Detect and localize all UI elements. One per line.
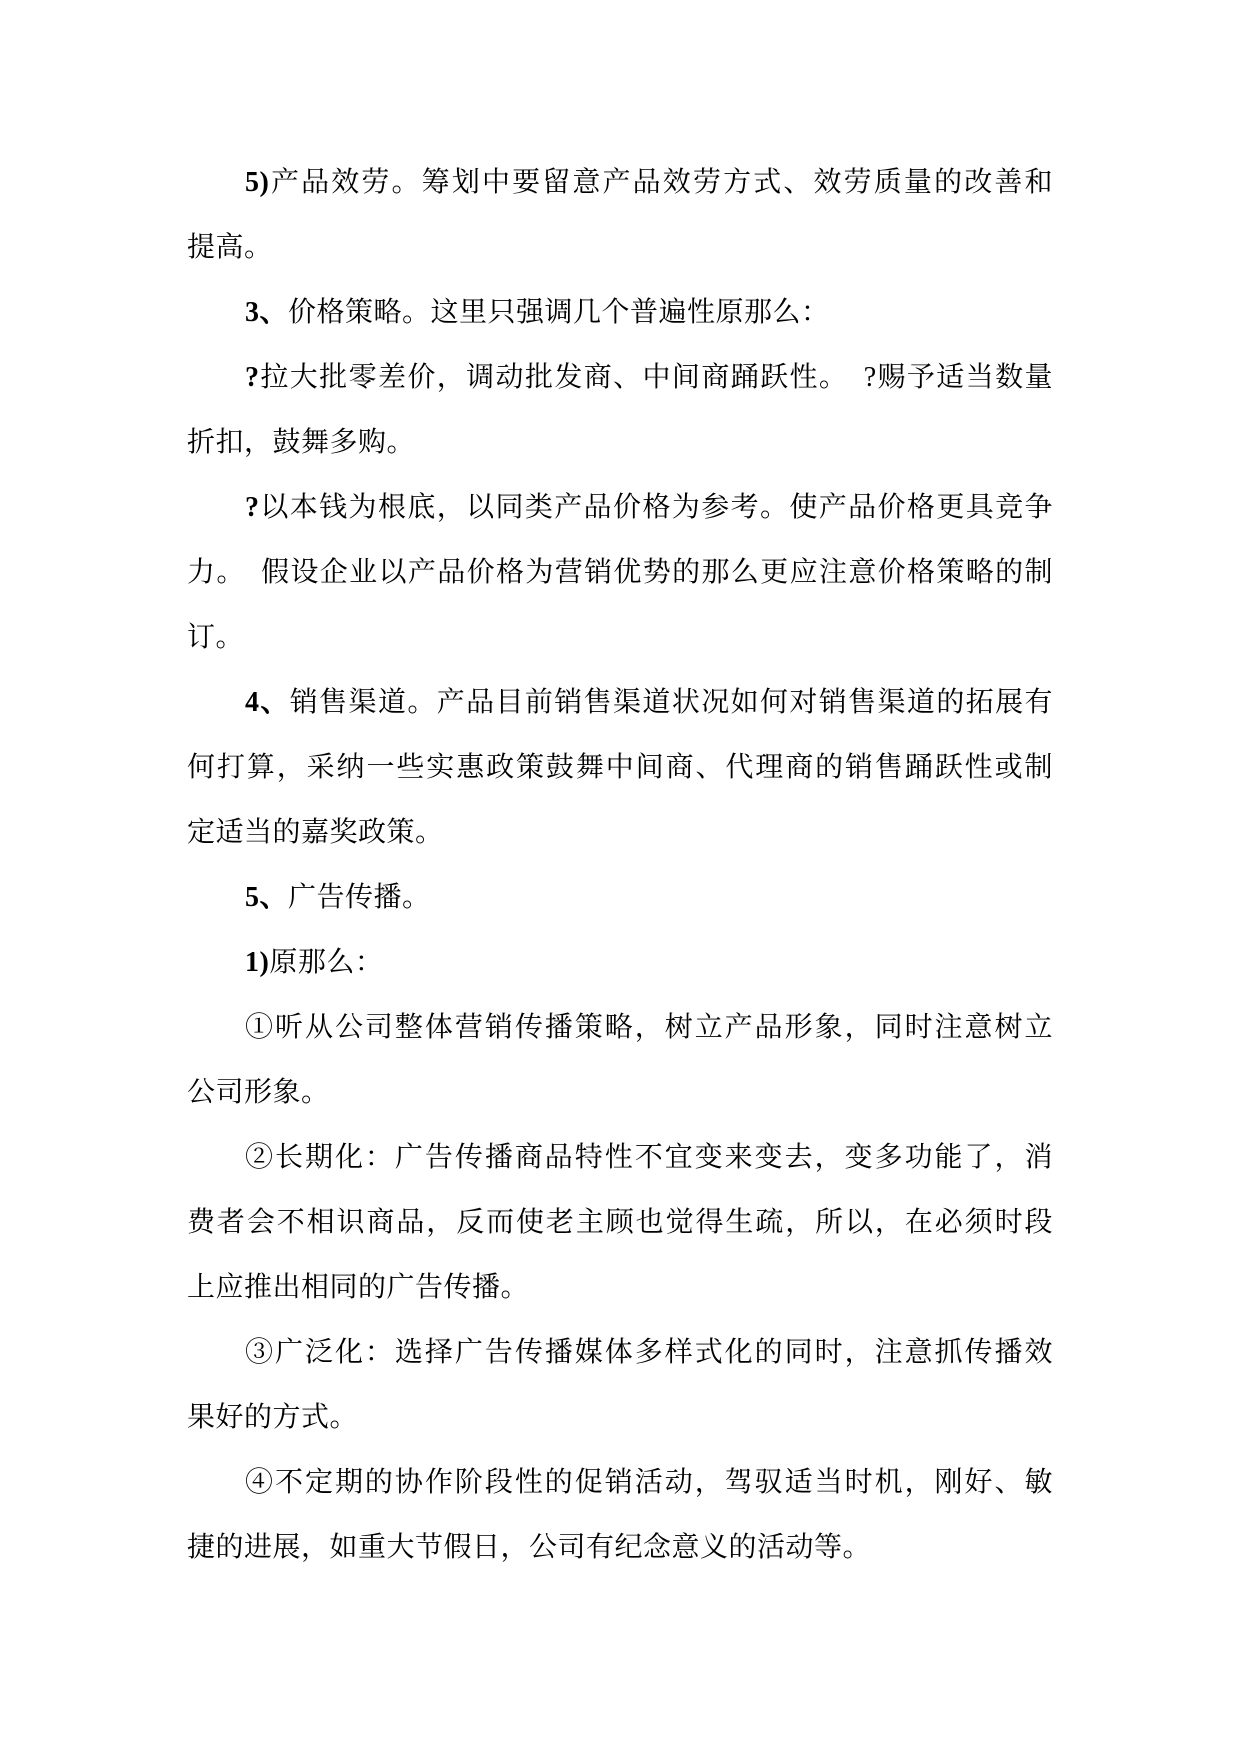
line-prefix: ? [245, 362, 260, 393]
line-text: 定适当的嘉奖政策。 [187, 817, 444, 848]
line-text: 上应推出相同的广告传播。 [187, 1272, 530, 1303]
doc-line [187, 150, 1053, 215]
line-text: 产品效劳。筹划中要留意产品效劳方式、效劳质量的改善和 [269, 167, 1053, 198]
doc-line [187, 345, 1053, 410]
line-text: ③广泛化：选择广告传播媒体多样式化的同时，注意抓传播效 [245, 1337, 1053, 1368]
doc-line [187, 865, 1053, 930]
line-text: 销售渠道。产品目前销售渠道状况如何对销售渠道的拓展有 [289, 687, 1053, 718]
line-text: 以本钱为根底，以同类产品价格为参考。使产品价格更具竞争 [259, 492, 1053, 523]
doc-line [187, 1125, 1053, 1190]
doc-line [187, 800, 1053, 865]
line-text: 折扣，鼓舞多购。 [187, 427, 416, 458]
line-text: 力。 假设企业以产品价格为营销优势的那么更应注意价格策略的制 [187, 557, 1053, 588]
doc-line [187, 995, 1053, 1060]
doc-line [187, 215, 1053, 280]
doc-line [187, 280, 1053, 345]
line-prefix: 1) [245, 947, 270, 978]
doc-line [187, 1385, 1053, 1450]
doc-line [187, 540, 1053, 605]
line-prefix: 5、 [245, 882, 289, 913]
doc-line [187, 1450, 1053, 1515]
doc-line [187, 475, 1053, 540]
doc-line [187, 1190, 1053, 1255]
line-text: 果好的方式。 [187, 1402, 359, 1433]
line-text: 广告传播。 [288, 882, 431, 913]
line-text: 捷的进展，如重大节假日，公司有纪念意义的活动等。 [187, 1532, 872, 1563]
doc-line [187, 410, 1053, 475]
line-text: 订。 [187, 622, 245, 653]
line-text: 何打算，采纳一些实惠政策鼓舞中间商、代理商的销售踊跃性或制 [187, 752, 1053, 783]
doc-line [187, 930, 1053, 995]
line-text: ①听从公司整体营销传播策略，树立产品形象，同时注意树立 [245, 1012, 1053, 1043]
line-text: 费者会不相识商品，反而使老主顾也觉得生疏，所以，在必须时段 [187, 1207, 1053, 1238]
doc-line [187, 1515, 1053, 1580]
doc-line [187, 1320, 1053, 1385]
line-text: 提高。 [187, 232, 273, 263]
line-text: 公司形象。 [187, 1077, 330, 1108]
doc-line [187, 1255, 1053, 1320]
line-prefix: 3、 [245, 297, 289, 328]
line-text: 原那么： [269, 947, 384, 978]
doc-line [187, 1060, 1053, 1125]
line-text: ②长期化：广告传播商品特性不宜变来变去，变多功能了，消 [245, 1142, 1053, 1173]
doc-line [187, 605, 1053, 670]
line-text: 价格策略。这里只强调几个普遍性原那么： [288, 297, 830, 328]
doc-line [187, 670, 1053, 735]
line-text: ④不定期的协作阶段性的促销活动，驾驭适当时机，刚好、敏 [245, 1467, 1053, 1498]
doc-line [187, 735, 1053, 800]
line-text: 拉大批零差价，调动批发商、中间商踊跃性。 ?赐予适当数量 [259, 362, 1053, 393]
line-prefix: ? [245, 492, 260, 523]
line-prefix: 5) [245, 167, 270, 198]
line-prefix: 4、 [245, 687, 290, 718]
